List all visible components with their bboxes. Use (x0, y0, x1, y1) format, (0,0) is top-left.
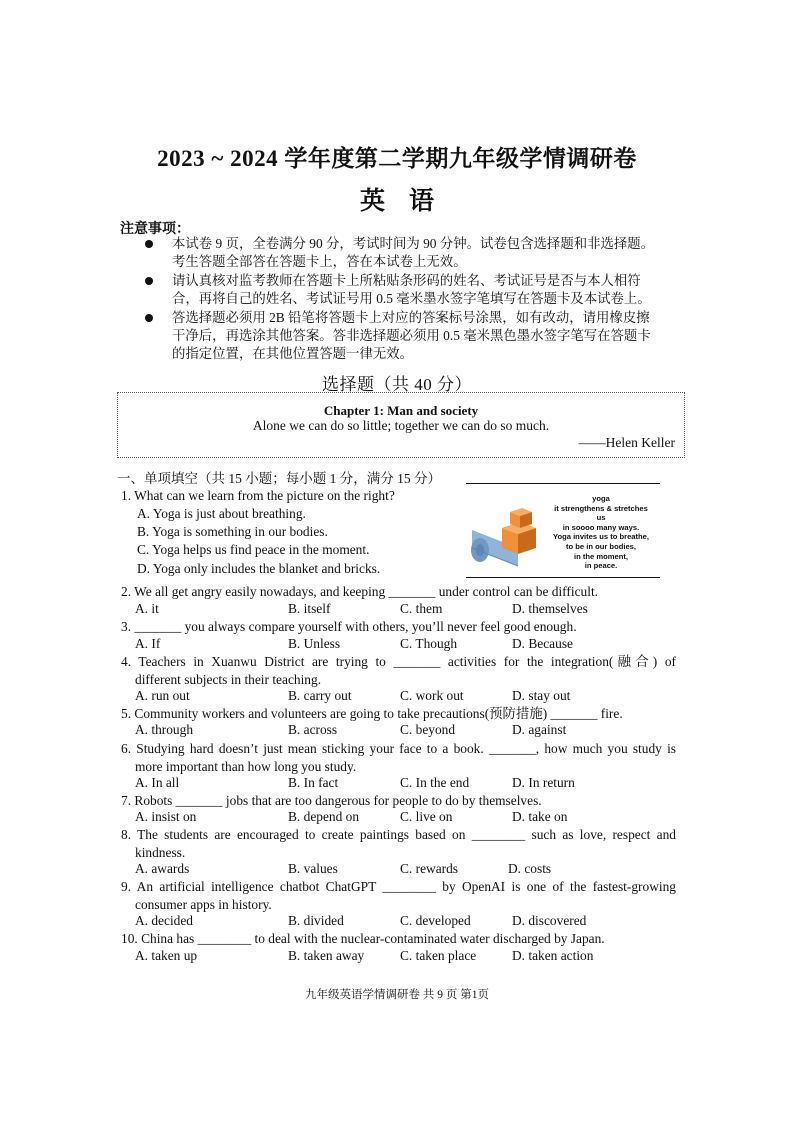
option: B. Yoga is something in our bodies. (137, 524, 328, 539)
option-row (135, 636, 695, 653)
option: D. costs (508, 861, 552, 876)
page-footer: 九年级英语学情调研卷 共 9 页 第1页 (305, 989, 489, 1001)
exam-title: 2023 ~ 2024 学年度第二学期九年级学情调研卷 (157, 146, 637, 171)
option: A. decided (135, 913, 194, 928)
question-stem (121, 878, 676, 913)
option: C. work out (400, 688, 464, 703)
subject-title: 英语 (359, 188, 458, 215)
notice-line: 考生答题全部答在答题卡上，答在本试卷上无效。 (172, 254, 467, 269)
yoga-caption-line: it strengthens & stretches (554, 503, 648, 513)
yoga-caption-line: in the moment, (573, 551, 628, 561)
yoga-caption-line: in soooo many ways. (562, 522, 640, 532)
option: D. discovered (512, 913, 587, 928)
option: B. taken away (288, 948, 365, 963)
option: D. In return (512, 775, 575, 790)
question-stem: 3. _______ you always compare yourself with others, you’ll never feel good enough. (121, 619, 577, 634)
option: C. developed (400, 913, 471, 928)
yoga-caption-line: Yoga invites us to breathe, (552, 532, 650, 542)
option: D. Because (512, 636, 573, 651)
option: C. beyond (400, 722, 456, 737)
option-row (135, 948, 695, 965)
option: A. it (135, 601, 159, 616)
question-stem-line: kindness. (135, 844, 186, 860)
yoga-caption-line: yoga (592, 494, 610, 503)
option: C. them (400, 601, 443, 616)
option: A. If (135, 636, 161, 651)
notice-heading: 注意事项： (120, 222, 190, 237)
option: B. values (288, 861, 338, 876)
notice-item (143, 309, 683, 363)
option: A. insist on (135, 809, 197, 824)
option: A. In all (135, 775, 180, 790)
option: C. In the end (400, 775, 470, 790)
option: B. carry out (288, 688, 352, 703)
option: B. Unless (288, 636, 341, 651)
part-heading: 一、单项填空（共 15 小题；每小题 1 分，满分 15 分） (117, 471, 441, 486)
notice-line: 本试卷 9 页，全卷满分 90 分，考试时间为 90 分钟。试卷包含选择题和非选择题。 (172, 236, 655, 251)
option: B. depend on (288, 809, 360, 824)
option: B. In fact (288, 775, 339, 790)
question-stem-line: 9. An artificial intelligence chatbot ChatGPT ________ by OpenAI is one of the fastest-growing (121, 879, 676, 894)
question-stem-line: more important than how long you study. (135, 758, 357, 774)
notice-item (143, 235, 683, 271)
option: D. themselves (512, 601, 588, 616)
option: D. stay out (512, 688, 571, 703)
notice-item (143, 272, 683, 308)
yoga-caption (546, 494, 656, 571)
option: D. Yoga only includes the blanket and bricks. (137, 561, 381, 576)
option: A. Yoga is just about breathing. (137, 506, 306, 521)
bullet-icon (145, 314, 153, 322)
option: B. divided (288, 913, 344, 928)
quote-author: ——Helen Keller (578, 435, 675, 450)
option: A. awards (135, 861, 190, 876)
notice-line: 答选择题必须用 2B 铅笔将答题卡上对应的答案标号涂黑，如有改动，请用橡皮擦 (172, 310, 650, 325)
chapter-title: Chapter 1: Man and society (323, 403, 479, 418)
question-stem-line: 4. Teachers in Xuanwu District are trying to _______ activities for the integration(融合) of (121, 654, 676, 669)
option: B. itself (288, 601, 331, 616)
option: D. take on (512, 809, 568, 824)
question-stem: 1. What can we learn from the picture on the right? (121, 488, 395, 503)
option: B. across (288, 722, 338, 737)
notice-line: 请认真核对监考教师在答题卡上所粘贴条形码的姓名、考试证号是否与本人相符 (172, 273, 641, 288)
bullet-icon (145, 277, 153, 285)
chapter-quote: Alone we can do so little; together we can do so much. (252, 418, 550, 433)
question-stem: 2. We all get angry easily nowadays, and keeping _______ under control can be difficult. (121, 584, 599, 599)
option-row (135, 601, 695, 618)
option: C. Yoga helps us find peace in the moment. (137, 542, 370, 557)
notice-line: 合，再将自己的姓名、考试证号用 0.5 毫米墨水签字笔填写在答题卡及本试卷上。 (172, 291, 651, 306)
option: C. rewards (400, 861, 459, 876)
option: C. live on (400, 809, 453, 824)
option: A. through (135, 722, 194, 737)
option: D. taken action (512, 948, 594, 963)
question-stem-line: 8. The students are encouraged to create paintings based on ________ such as love, respect and (121, 827, 676, 842)
option: D. against (512, 722, 567, 737)
option-row (135, 688, 695, 705)
question-stem-line: consumer apps in history. (135, 896, 272, 912)
option-row (135, 722, 695, 739)
option-row (135, 861, 695, 878)
question-stem (121, 653, 676, 688)
section-heading: 选择题（共 40 分） (322, 375, 472, 394)
question-stem: 7. Robots _______ jobs that are too dangerous for people to do by themselves. (121, 793, 542, 808)
option: A. run out (135, 688, 190, 703)
chapter-box (117, 392, 685, 458)
notice-line: 干净后，再选涂其他答案。答非选择题必须用 0.5 毫米黑色墨水签字笔写在答题卡 (172, 328, 651, 343)
bullet-icon (145, 240, 153, 248)
question-stem (121, 826, 676, 861)
yoga-caption-line: to be in our bodies, (565, 541, 637, 551)
notice-line: 的指定位置，在其他位置答题一律无效。 (172, 346, 414, 361)
option-row (135, 775, 695, 792)
yoga-mat-and-blocks-icon (468, 492, 548, 572)
option: A. taken up (135, 948, 198, 963)
yoga-caption-line: us (596, 513, 606, 523)
option-row (135, 809, 695, 826)
question-stem (121, 740, 676, 775)
question-stem: 10. China has ________ to deal with the nuclear-contaminated water discharged by Japan. (121, 931, 605, 946)
option: C. taken place (400, 948, 477, 963)
option-row (135, 913, 695, 930)
option: C. Though (400, 636, 458, 651)
question-stem-line: different subjects in their teaching. (135, 671, 322, 687)
yoga-caption-line: in peace. (584, 561, 618, 571)
question-stem: 5. Community workers and volunteers are going to take precautions(预防措施) _______ fire. (121, 706, 623, 721)
yoga-picture (466, 483, 660, 578)
question-stem-line: 6. Studying hard doesn’t just mean sticking your face to a book. _______, how much you study is (121, 741, 676, 756)
